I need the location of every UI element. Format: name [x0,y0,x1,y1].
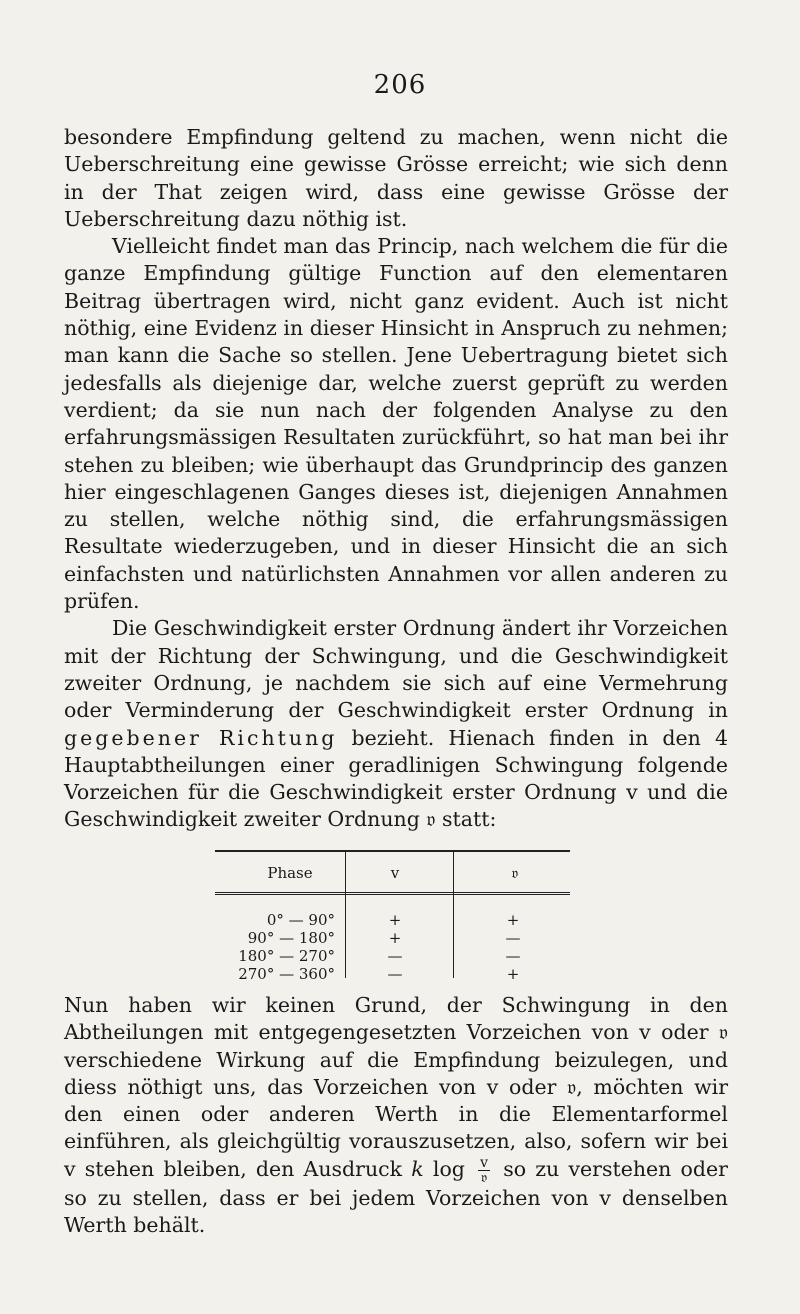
header-w: 𝔳 [511,864,519,882]
fraction-denominator: 𝔳 [480,1169,488,1186]
table-header [215,850,570,895]
cell-phase: 0° — 90° [266,911,335,929]
cell-w: — [505,947,521,965]
cell-phase: 90° — 180° [247,929,335,947]
text-block-bottom [64,992,728,1239]
paragraph-4 [64,992,728,1239]
cell-w: — [505,929,521,947]
variable-w: 𝔳 [426,807,436,832]
paragraph-3-part1: Die Geschwindigkeit erster Ordnung ändert ihr Vorzeichen mit der Richtung der Schwingung, und die Geschwindigkeit zweiter Ordnung, je nachdem sie sich auf eine Vermehrung oder Verminderung der Geschwindigkeit erster Ordnung in [64,616,728,723]
cell-v: + [388,911,402,929]
fraction-numerator: v [480,1154,489,1171]
page-number: 206 [373,70,427,100]
table-row [215,911,570,929]
paragraph-4-part2: so zu verstehen oder so zu stellen, dass er bei jedem Vorzeichen von v denselben Werth behält. [64,1156,728,1238]
cell-v: — [387,947,403,965]
formula-log: log [432,1156,465,1181]
cell-v: + [388,929,402,947]
table-row [215,947,570,965]
formula-fraction [478,1156,490,1185]
paragraph-3-part2: bezieht. Hienach finden in den 4 Hauptabtheilungen einer geradlinigen Schwingung folgende Vorzeichen für die Geschwindigkeit erster Ordnung v und die Geschwindigkeit zweiter Ordnung [64,725,728,832]
cell-v: — [387,965,403,983]
header-phase: Phase [267,864,313,882]
formula-k: k [411,1156,424,1181]
text-block-top [64,124,728,834]
table-row [215,929,570,947]
paragraph-1: besondere Empfindung geltend zu machen, wenn nicht die Ueberschreitung eine gewisse Grösse erreicht; wie sich denn in der That zeigen wird, dass eine gewisse Grösse der Ueberschreitung dazu nöthig ist. [64,125,728,231]
table-body [215,895,570,983]
cell-phase: 270° — 360° [238,965,335,983]
sign-table [215,850,570,983]
paragraph-4-part1: Nun haben wir keinen Grund, der Schwingung in den Abtheilungen mit entgegengesetzten Vorzeichen von v oder 𝔳 verschiedene Wirkung auf die Empfindung beizulegen, und diess nöthigt uns, das Vorzeichen von v oder 𝔳, möchten wir den einen oder anderen Werth in die Elementarformel einführen, als gleichgültig vorauszusetzen, also, sofern wir bei v stehen bleiben, den Ausdruck [64,993,728,1181]
spaced-emphasis: gegebener Richtung [64,725,338,750]
paragraph-3-part3: statt: [442,807,497,832]
header-v: v [390,864,400,882]
paragraph-3 [64,615,728,833]
cell-w: + [506,965,520,983]
paragraph-2: Vielleicht findet man das Princip, nach welchem die für die ganze Empfindung gültige Function auf den elementaren Beitrag übertragen wird, nicht ganz evident. Auch ist nicht nöthig, eine Evidenz in dieser Hinsicht in Anspruch zu nehmen; man kann die Sache so stellen. Jene Uebertragung bietet sich jedesfalls als diejenige dar, welche zuerst geprüft zu werden verdient; da sie nun nach der folgenden Analyse zu den erfahrungsmässigen Resultaten zurückführt, so hat man bei ihr stehen zu bleiben; wie überhaupt das Grundprincip des ganzen hier eingeschlagenen Ganges dieses ist, diejenigen Annahmen zu stellen, welche nöthig sind, die erfahrungsmässigen Resultate wiederzugeben, und in dieser Hinsicht die an sich einfachsten und natürlichsten Annahmen vor allen anderen zu prüfen. [64,234,728,614]
cell-w: + [506,911,520,929]
table-row [215,965,570,983]
cell-phase: 180° — 270° [238,947,335,965]
